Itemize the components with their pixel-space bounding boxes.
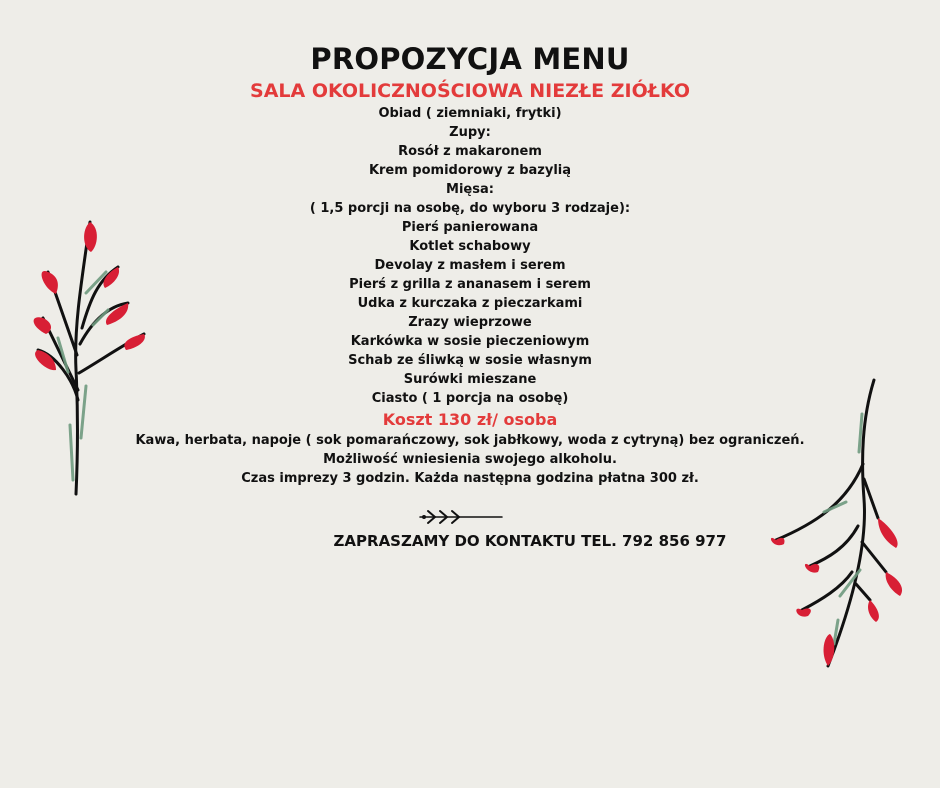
menu-line: Pierś z grilla z ananasem i serem bbox=[349, 277, 591, 292]
menu-line: Karkówka w sosie pieczeniowym bbox=[350, 334, 590, 349]
venue-name: SALA OKOLICZNOŚCIOWA NIEZŁE ZIÓŁKO bbox=[250, 80, 690, 102]
menu-line: Ciasto ( 1 porcja na osobę) bbox=[371, 391, 569, 406]
menu-line: Zupy: bbox=[449, 125, 491, 140]
arrow-divider-icon bbox=[418, 506, 508, 528]
menu-line: Rosół z makaronem bbox=[398, 144, 542, 159]
menu-content bbox=[0, 40, 940, 488]
menu-line: Devolay z masłem i serem bbox=[374, 258, 566, 273]
extra-info-line: Możliwość wniesienia swojego alkoholu. bbox=[323, 452, 617, 467]
menu-line: Krem pomidorowy z bazylią bbox=[368, 163, 572, 178]
menu-line: Surówki mieszane bbox=[403, 372, 537, 387]
menu-line: Zrazy wieprzowe bbox=[408, 315, 532, 330]
menu-line: Schab ze śliwką w sosie własnym bbox=[348, 353, 592, 368]
menu-line: Mięsa: bbox=[446, 182, 494, 197]
page-title: PROPOZYCJA MENU bbox=[310, 42, 630, 76]
menu-line: Kotlet schabowy bbox=[409, 239, 531, 254]
menu-line: Udka z kurczaka z pieczarkami bbox=[357, 296, 583, 311]
menu-line: Pierś panierowana bbox=[401, 220, 539, 235]
contact-line: ZAPRASZAMY DO KONTAKTU TEL. 792 856 977 bbox=[333, 532, 727, 550]
menu-line: Obiad ( ziemniaki, frytki) bbox=[378, 106, 562, 121]
menu-line: ( 1,5 porcji na osobę, do wyboru 3 rodzaje): bbox=[309, 201, 631, 216]
extra-info-line: Czas imprezy 3 godzin. Każda następna godzina płatna 300 zł. bbox=[241, 471, 699, 486]
price: Koszt 130 zł/ osoba bbox=[382, 410, 558, 429]
extra-info-line: Kawa, herbata, napoje ( sok pomarańczowy, sok jabłkowy, woda z cytryną) bez ograniczeń. bbox=[135, 433, 805, 448]
